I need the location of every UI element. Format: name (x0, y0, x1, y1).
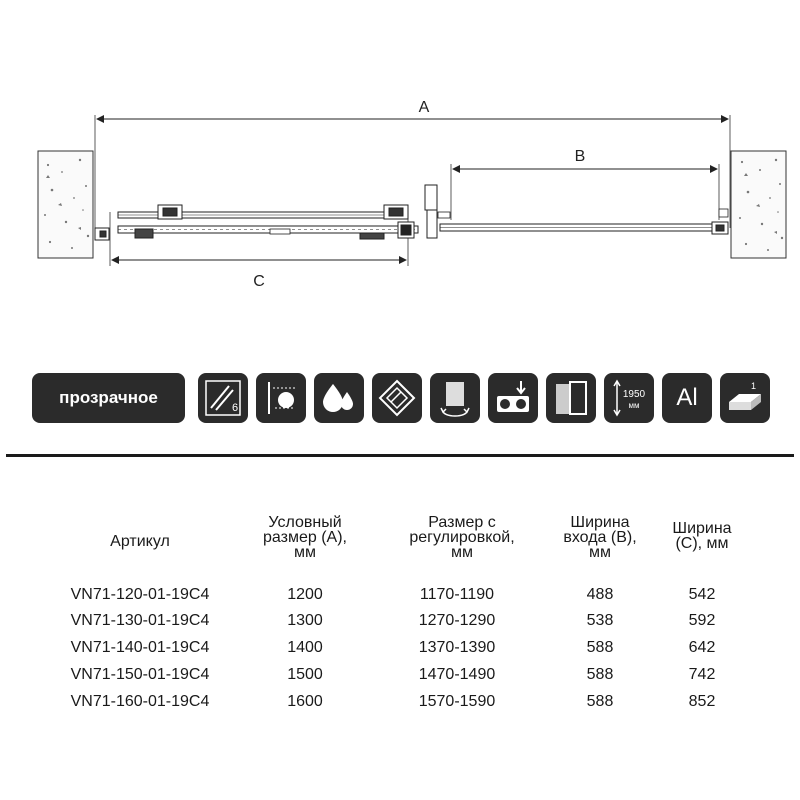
header-entry-line3: мм (589, 544, 611, 561)
cell-article: VN71-150-01-19C4 (70, 666, 210, 683)
cell-adjust: 1570-1590 (418, 693, 496, 710)
left-wall (38, 151, 93, 258)
header-nominal-line3: мм (294, 544, 316, 561)
header-adjust-line2: регулировкой, (409, 529, 515, 546)
header-adjust-line3: мм (451, 544, 473, 561)
right-wall (731, 151, 786, 258)
dimension-b-label: B (574, 148, 586, 165)
technical-drawing (0, 0, 800, 300)
glass-type-label: прозрачное (59, 388, 158, 407)
cell-adjust: 1370-1390 (418, 639, 496, 656)
dimension-b (451, 148, 719, 220)
aluminium-profile-icon (662, 373, 712, 423)
header-entry-line2: входа (В), (563, 529, 637, 546)
section-divider (6, 454, 794, 457)
header-article-line: Артикул (110, 533, 170, 550)
cell-article: VN71-160-01-19C4 (70, 693, 210, 710)
cell-c: 742 (688, 666, 716, 683)
header-c-line2: (С), мм (675, 535, 729, 552)
header-adjust-line1: Размер с (428, 514, 496, 531)
cell-article: VN71-130-01-19C4 (70, 612, 210, 629)
cell-nominal: 1500 (287, 666, 323, 683)
cell-adjust: 1270-1290 (418, 612, 496, 629)
plan-view-svg (0, 0, 800, 300)
glass-thickness-value: 6 (232, 402, 239, 414)
dimension-c-label: C (253, 273, 265, 290)
easy-clean-icon (256, 373, 306, 423)
reversible-door-icon (430, 373, 480, 423)
cell-nominal: 1400 (287, 639, 323, 656)
header-c-line1: Ширина (672, 520, 732, 537)
cell-c: 592 (688, 612, 716, 629)
cell-c: 852 (688, 693, 716, 710)
material-label: Al (676, 384, 698, 411)
cell-nominal: 1200 (287, 586, 323, 603)
glass-type-badge (32, 373, 185, 423)
tray-icon (720, 373, 770, 423)
sliding-door-icon (546, 373, 596, 423)
dimension-a (95, 99, 730, 228)
cell-entry: 488 (586, 586, 614, 603)
header-entry-width (540, 515, 660, 560)
height-icon (604, 373, 654, 423)
cell-entry: 538 (586, 612, 614, 629)
dimension-a-label: A (418, 99, 430, 116)
height-unit: мм (628, 401, 640, 410)
cell-adjust: 1470-1490 (418, 666, 496, 683)
dimension-c (110, 212, 408, 290)
tray-label: 1 (751, 381, 757, 391)
cell-article: VN71-140-01-19C4 (70, 639, 210, 656)
cell-nominal: 1600 (287, 693, 323, 710)
cell-article: VN71-120-01-19C4 (70, 586, 210, 603)
header-article (80, 534, 200, 549)
safety-glass-icon (372, 373, 422, 423)
header-c-width (652, 521, 752, 551)
header-entry-line1: Ширина (570, 514, 630, 531)
header-nominal-size (230, 515, 380, 560)
height-value: 1950 (622, 389, 646, 400)
cell-nominal: 1300 (287, 612, 323, 629)
cell-entry: 588 (586, 639, 614, 656)
header-nominal-line1: Условный (268, 514, 342, 531)
cell-adjust: 1170-1190 (419, 586, 495, 603)
rollers-icon (488, 373, 538, 423)
door-assembly (95, 185, 728, 240)
cell-c: 642 (688, 639, 716, 656)
header-nominal-line2: размер (А), (263, 529, 347, 546)
glass-thickness-icon (198, 373, 248, 423)
cell-c: 542 (688, 586, 716, 603)
cell-entry: 588 (586, 693, 614, 710)
header-adjust-size (382, 515, 542, 560)
water-repellent-icon (314, 373, 364, 423)
feature-icons-bar (32, 373, 772, 425)
cell-entry: 588 (586, 666, 614, 683)
